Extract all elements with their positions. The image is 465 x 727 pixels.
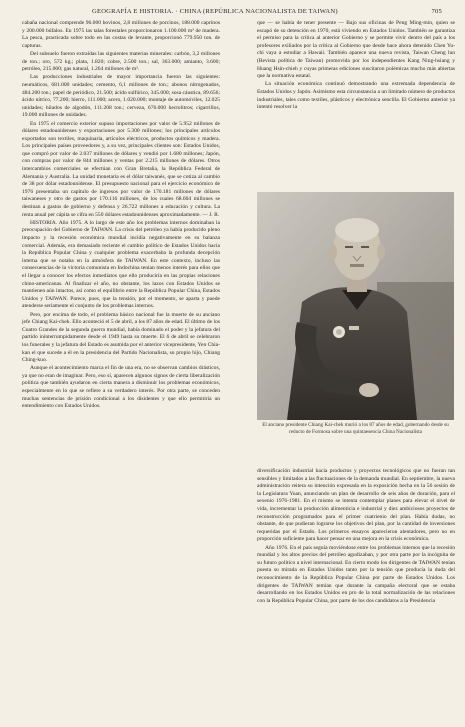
paragraph-trade: En 1975 el comercio exterior supuso importaciones por valor de 5.952 millones de dólares estadounidenses y exportaciones por 5.300 millones; los principales artículos exportados son textiles, maquinaria, artículos eléctricos, productos químicos y madera. Los principales países proveedores y, a su vez, principales clientes son: Estados Unidos, que compró por valor de 2.037 millones de dólares y vendió por 1.680 millones; Japón, con compras por valor de 844 millones y ventas por 2.215 millones de dólares. Otros intercambios comerciales se efectúan con Gran Bretaña, la República Federal de Alemania y Australia. La unidad monetaria es el dólar taiwanés, que se cotiza al cambio de 38 por dólar estadounidense. El presupuesto nacional para el ejercicio económico de 1976 presentaba un capítulo de ingresos por valor de 170.181 millones de dólares taiwaneses y otro de gastos por 170.116 millones, de los cuales 68.604 millones se destinan a gastos de gobierno y defensa y 26.722 millones a educación y cultura. La renta anual per cápita se cifra en 550 dólares estadounidenses aproximadamente. — J. R.	[22, 120, 220, 218]
paragraph-industry: Las producciones industriales de mayor importancia fueron las siguientes: neumáticos, 681.000 unidades; cemento, 6,1 millones de ton.; abonos nitrogenados, 484.200 ton.; papel de periódico, 21.500; ácido sulfúrico, 345.000; sosa cáustica, 89.656; ácido nítrico, 77.200; hierro, 111.000; acero, 1.020.000; montaje de automóviles, 12.025 unidades; hilados de algodón, 111.208 ton.; cerveza, 676.000 hectolitros; cigarrillos, 19.000 millones de unidades.	[22, 74, 220, 119]
paragraph-year-1976: Año 1976. En el país seguía moviéndose entre los problemas internos que la recesión mundial y los altos precios del petróleo agudizaban, y por otra parte por la incógnita de su futuro político a nivel internacional. En cierto modo los dirigentes de TAIWAN tenían puesta su mirada en Estados Unidos tanto por la tensión que producía la duda del reconocimiento de la República Popular China por parte de Estados Unidos. Los dirigentes de TAIWAN temían que durante la campaña electoral que se estaba desarrollando en los Estados Unidos en pro de la total normalización de las relaciones con la República Popular China, por parte de los dos candidatos a la Presidencia	[257, 544, 455, 604]
running-title: GEOGRAFÍA E HISTORIA. · CHINA (REPÚBLICA NACIONALISTA DE TAIWAN)	[92, 8, 338, 15]
paragraph-development-plan: diversificación industrial hacia productos y proyectos tecnológicos que no fueran tan sensibles y limitados a las fluctuaciones de la demanda mundial. En septiembre, la nueva administración reitera su intención expresada en la exposición hecha en la 56 sesión de la Legislatura Yuan, anunciando un plan de desarrollo de seis años de duración, para el sexenio 1976-1981. En el mismo se intenta contemplar planes para elevar el nivel de vida, incrementar la producción alimenticia e industrial y diez ambiciosos proyectos de reconstrucción programados para el primer cuatrienio del plan. Había dudas, no obstante, de que pudieran lograrse los objetivos del plan, por la cantidad de inversiones requeridas por el Estado. Los primeros ensayos aparecieron alentadores, pero no en proporción suficiente para hacer pensar en una mejora en la crisis económica.	[257, 468, 455, 543]
paragraph-livestock: cabaña nacional comprende 96.000 bovinos, 2,8 millones de porcinos, 188.000 caprinos y 200.000 búfalos. En 1975 las talas forestales proporcionaron 1.100.000 m³ de madera. La pesca, practicada sobre todo en las costas de levante, proporcionó 779.950 ton. de capturas.	[22, 20, 220, 49]
running-header	[22, 8, 442, 20]
paragraph-economy: La situación económica continuó demostrando una extremada dependencia de Estados Unidos y Japón. Asimismo esta circunstancia a un limitado número de productos industriales, tales como textiles, plásticos y electrónica sencilla. El Gobierno anterior ya intentó resolver la	[257, 81, 455, 111]
left-column	[22, 20, 220, 720]
right-column-bottom	[257, 468, 455, 720]
portrait-photo	[257, 192, 454, 420]
paragraph-liberalization: Aunque el acontecimiento marca el fin de una era, no se observan cambios drásticos, ya que no eran de imaginar. Pero, eso sí, aparecen algunos signos de cierta liberalización política que también ayudaron en cierta manera a disminuir los problemas económicos, especialmente en lo que se refiere a su verdadero interés. Por otra parte, se conceden muchas sentencias de prisión condicional a los disidentes y que ello permitiría un entendimiento con Estados Unidos.	[22, 365, 220, 410]
paragraph-chiang-death: Pero, por encima de todo, el problema básico nacional fue la muerte de su anciano jefe Chiang Kai-chek. Ello aconteció el 5 de abril, a los 87 años de edad. El último de los Cuatro Grandes de la segunda guerra mundial, había dominado el poder y la jefatura del partido ininterrumpidamente desde el 1949 hasta su muerte. El 6 de abril se celebraron los funerales y la jefatura del Estado es asumida por el anterior vicepresidente, Yen Chia-kan el que sucede a él en la presidencia del Partido Nacionalista, su propio hijo, Chiang Ching-kuo.	[22, 311, 220, 364]
paragraph-minerals: Del subsuelo fueron extraídas las siguientes materias minerales: carbón, 3,2 millones de ton.; oro, 572 kg.; plata, 1.820; cobre, 2.500 ton.; sal, 363.000; amianto, 3.600; petróleo, 215.000; gas natural, 1.264 millones de m³.	[22, 50, 220, 73]
paragraph-dissidents: que — se había de tener presente — Bajo sus oficinas de Peng Ming-min, quien se escapó de su detención en 1970, está viviendo en Estados Unidos. También se garantiza el permiso para la crítica al anterior Gobierno y se permite vivir dentro del país a los profesores exiliados por la crítica al Gobierno que desde hace ahora detenido Chen Yu-chi vaya a estudiar a Hawaii. También aparece una nueva revista, Taiwan Cheng lun (Revista política de Taiwan) promovida por los independientes Kang Ning-hsiang y Huang Hsin-chieh y cuyas primeras ediciones suscitaron polémicas mucho más abiertas que la normativa estatal.	[257, 20, 455, 80]
right-column-top	[257, 20, 455, 190]
page-number: 705	[431, 8, 442, 15]
paragraph-history-1975: HISTORIA. Año 1975. A lo largo de este año los problemas internos dominaban la preocupación del Gobierno de TAIWAN. La crisis del petróleo ya había producido pleno impacto y la recesión económica mundial incidía negativamente en su balanza comercial. Además, era demasiado reciente el cambio político de Estados Unidos hacia la República Popular China y cualquier problema exacerbaba la profunda decepción interna que se notaba en la atmósfera de TAIWAN. En este contexto, incluso las consecuencias de la victoria comunista en Indochina tenían menos interés para ellos que el llegar a conocer los efectos inmediatos que ello produciría en las propias relaciones chino-americanas. Al finalizar el año, no obstante, los lazos con Estados Unidos se mantienen aún intactos, así como el equilibrio entre la República Popular China, Estados Unidos y TAIWAN. Parece, pues, que la tensión, por el momento, se aparta y puede atenderse seriamente el conjunto de los problemas internos.	[22, 219, 220, 310]
photo-caption: El anciano presidente Chiang Kai-chek murió a los 87 años de edad, gobernando desde su reducto de Formosa sobre una quintaesencia China Nacionalista	[262, 422, 449, 435]
